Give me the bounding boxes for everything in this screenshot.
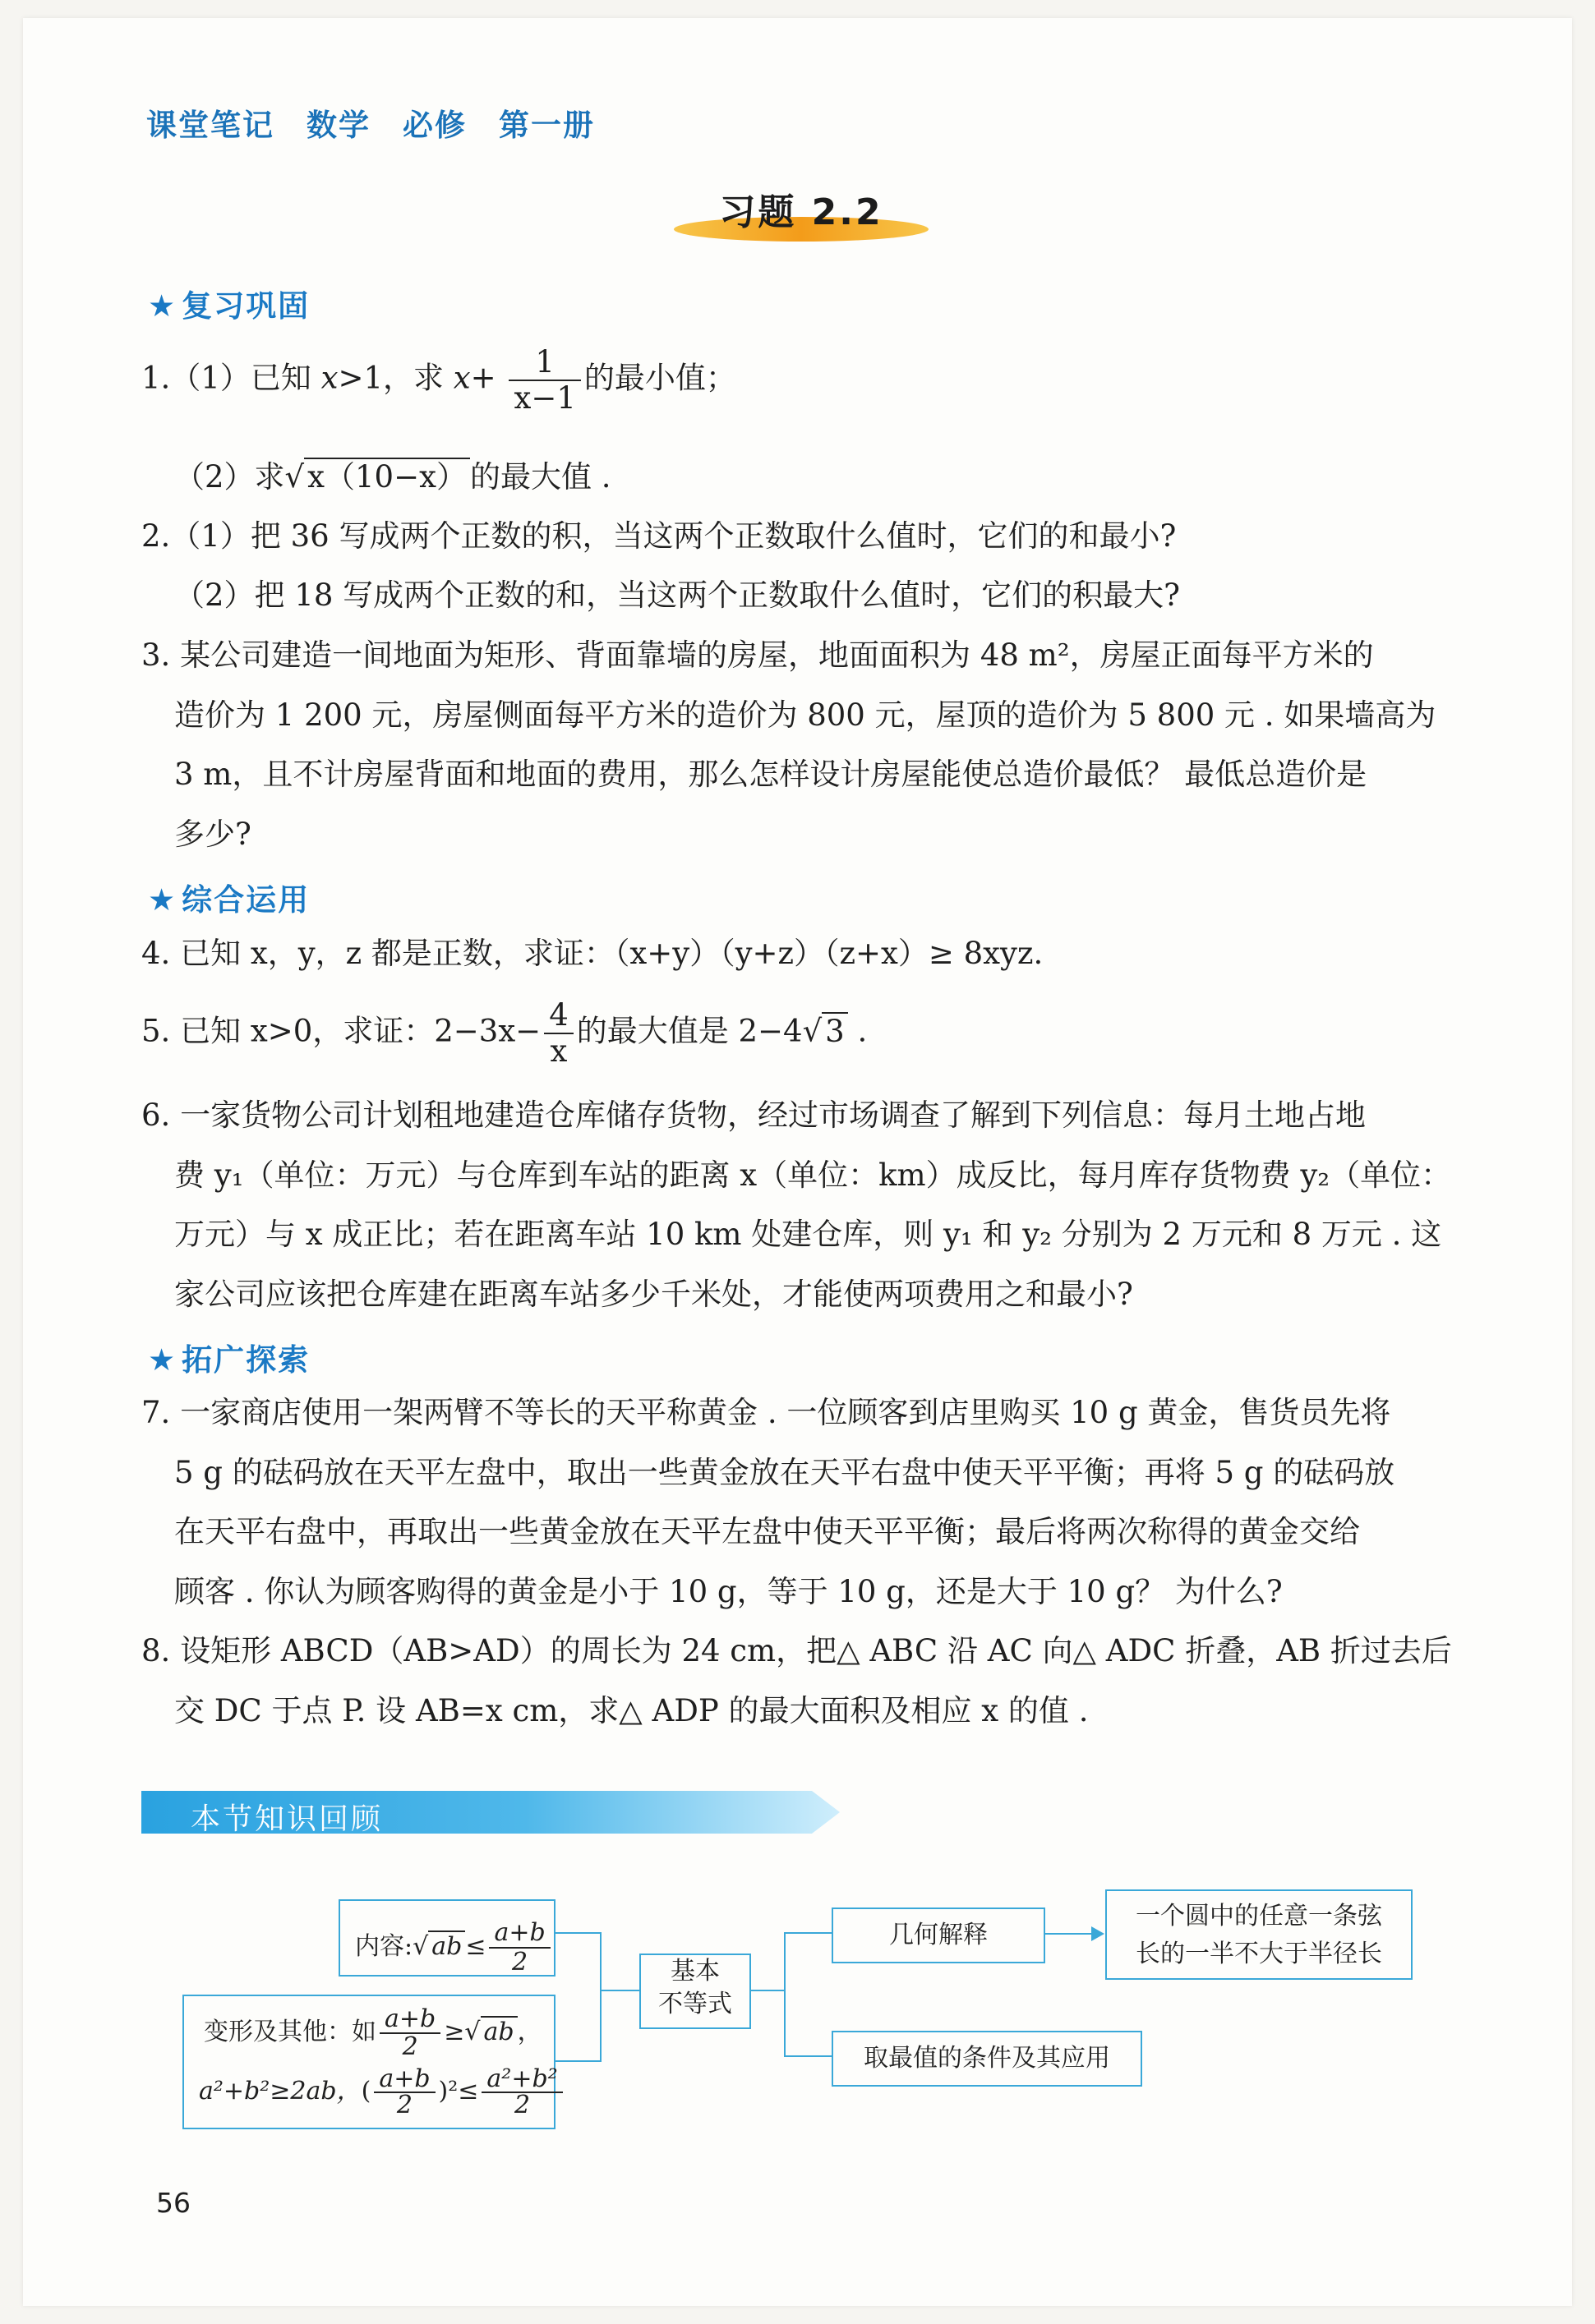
connector	[600, 1932, 602, 2062]
fraction: $\frac{4}{x}$	[544, 998, 574, 1069]
star-icon: ★	[148, 882, 177, 918]
extremum-box: 取最值的条件及其应用	[832, 2031, 1142, 2087]
title-text: 习题 2.2	[719, 191, 883, 233]
problem-5: 5. 已知 x>0，求证：2−3x− $\frac{4}{x}$ 的最大值是 2−4√ 3 .	[141, 997, 868, 1069]
connector	[784, 1932, 786, 2057]
problem-4: 4. 已知 x，y，z 都是正数，求证：（x+y）（y+z）（z+x）≥ 8xyz.	[141, 936, 1044, 971]
problem-1-part-2: （2）求√ x（10−x） 的最大值 .	[174, 459, 611, 495]
basic-inequality-box	[639, 1954, 751, 2029]
connector	[784, 2055, 832, 2057]
connector	[600, 1990, 639, 1991]
connector	[749, 1990, 786, 1991]
arrow-right-icon	[1091, 1926, 1104, 1941]
section-comprehensive	[148, 875, 310, 919]
problem-8-line-1: 8. 设矩形 ABCD（AB>AD）的周长为 24 cm，把△ ABC 沿 AC 向△ ADC 折叠，AB 折过去后	[141, 1633, 1452, 1668]
problem-2-part-2: （2）把 18 写成两个正数的和，当这两个正数取什么值时，它们的积最大?	[174, 578, 1180, 613]
problem-6-line-3: 万元）与 x 成正比；若在距离车站 10 km 处建仓库，则 y₁ 和 y₂ 分别为 2 万元和 8 万元 . 这	[174, 1217, 1442, 1252]
arrow-line	[1044, 1933, 1093, 1935]
content-box: 内容:√ ab ≤ $\frac{a+b}{2}$	[339, 1899, 555, 1977]
sqrt-expression: 3	[822, 1012, 848, 1049]
problem-2-part-1: 2.（1）把 36 写成两个正数的积，当这两个正数取什么值时，它们的和最小?	[141, 518, 1177, 554]
problem-3-line-2: 造价为 1 200 元，房屋侧面每平方米的造价为 800 元，屋顶的造价为 5 800 元 . 如果墙高为	[174, 697, 1436, 733]
star-icon: ★	[148, 288, 177, 324]
section-explore-label: 拓广探索	[182, 1342, 311, 1378]
problem-3-line-4: 多少?	[174, 817, 251, 852]
running-header: 课堂笔记 数学 必修 第一册	[146, 108, 595, 143]
problem-6-line-1: 6. 一家货物公司计划租地建造仓库储存货物，经过市场调查了解到下列信息：每月土地占地	[141, 1098, 1367, 1133]
problem-7-line-3: 在天平右盘中，再取出一些黄金放在天平左盘中使天平平衡；最后将两次称得的黄金交给	[174, 1514, 1360, 1549]
connector	[554, 1932, 602, 1934]
problem-8-line-2: 交 DC 于点 P. 设 AB=x cm，求△ ADP 的最大面积及相应 x 的值 .	[174, 1693, 1089, 1728]
page-number: 56	[156, 2187, 191, 2219]
section-review	[148, 281, 310, 325]
center-label-line-1: 基本	[671, 1957, 720, 1986]
star-icon: ★	[148, 1342, 177, 1378]
section-explore	[148, 1335, 310, 1379]
geometry-box: 几何解释	[832, 1908, 1045, 1963]
connector	[784, 1932, 832, 1934]
sqrt-expression: x（10−x）	[304, 458, 470, 495]
fraction: $\frac{1}{x-1}$	[509, 345, 580, 416]
section-review-label: 复习巩固	[182, 288, 311, 324]
connector	[554, 2060, 602, 2062]
exercise-title	[674, 182, 929, 245]
section-review-banner	[141, 1791, 840, 1834]
banner-title: 本节知识回顾	[191, 1802, 384, 1836]
problem-3-line-1: 3. 某公司建造一间地面为矩形、背面靠墙的房屋，地面面积为 48 m²，房屋正面每平方米的	[141, 637, 1374, 673]
problem-7-line-4: 顾客 . 你认为顾客购得的黄金是小于 10 g，等于 10 g，还是大于 10 g？ 为什么?	[174, 1574, 1283, 1609]
problem-7-line-2: 5 g 的砝码放在天平左盘中，取出一些黄金放在天平右盘中使天平平衡；再将 5 g 的砝码放	[174, 1455, 1395, 1490]
geometry-result-box: 一个圆中的任意一条弦 长的一半不大于半径长	[1105, 1889, 1413, 1980]
problem-3-line-3: 3 m，且不计房屋背面和地面的费用，那么怎样设计房屋能使总造价最低？ 最低总造价是	[174, 757, 1367, 792]
section-comprehensive-label: 综合运用	[182, 882, 311, 918]
variant-box: 变形及其他：如 $\frac{a+b}{2}$ ≥√ ab ， a²+b²≥2ab，( $\frac{a+b}{2}$ )²≤ $\frac{\text{a²+b²}}{2}$	[182, 1995, 555, 2129]
problem-1-part-1: 1.（1）已知 x>1，求 x+ $\frac{1}{x-1}$ 的最小值；	[141, 344, 736, 416]
center-label-line-2: 不等式	[658, 1990, 732, 2018]
problem-6-line-2: 费 y₁（单位：万元）与仓库到车站的距离 x（单位：km）成反比，每月库存货物费 y₂（单位：	[174, 1157, 1452, 1193]
problem-7-line-1: 7. 一家商店使用一架两臂不等长的天平称黄金 . 一位顾客到店里购买 10 g 黄金，售货员先将	[141, 1395, 1391, 1430]
problem-6-line-4: 家公司应该把仓库建在距离车站多少千米处，才能使两项费用之和最小?	[174, 1277, 1133, 1312]
